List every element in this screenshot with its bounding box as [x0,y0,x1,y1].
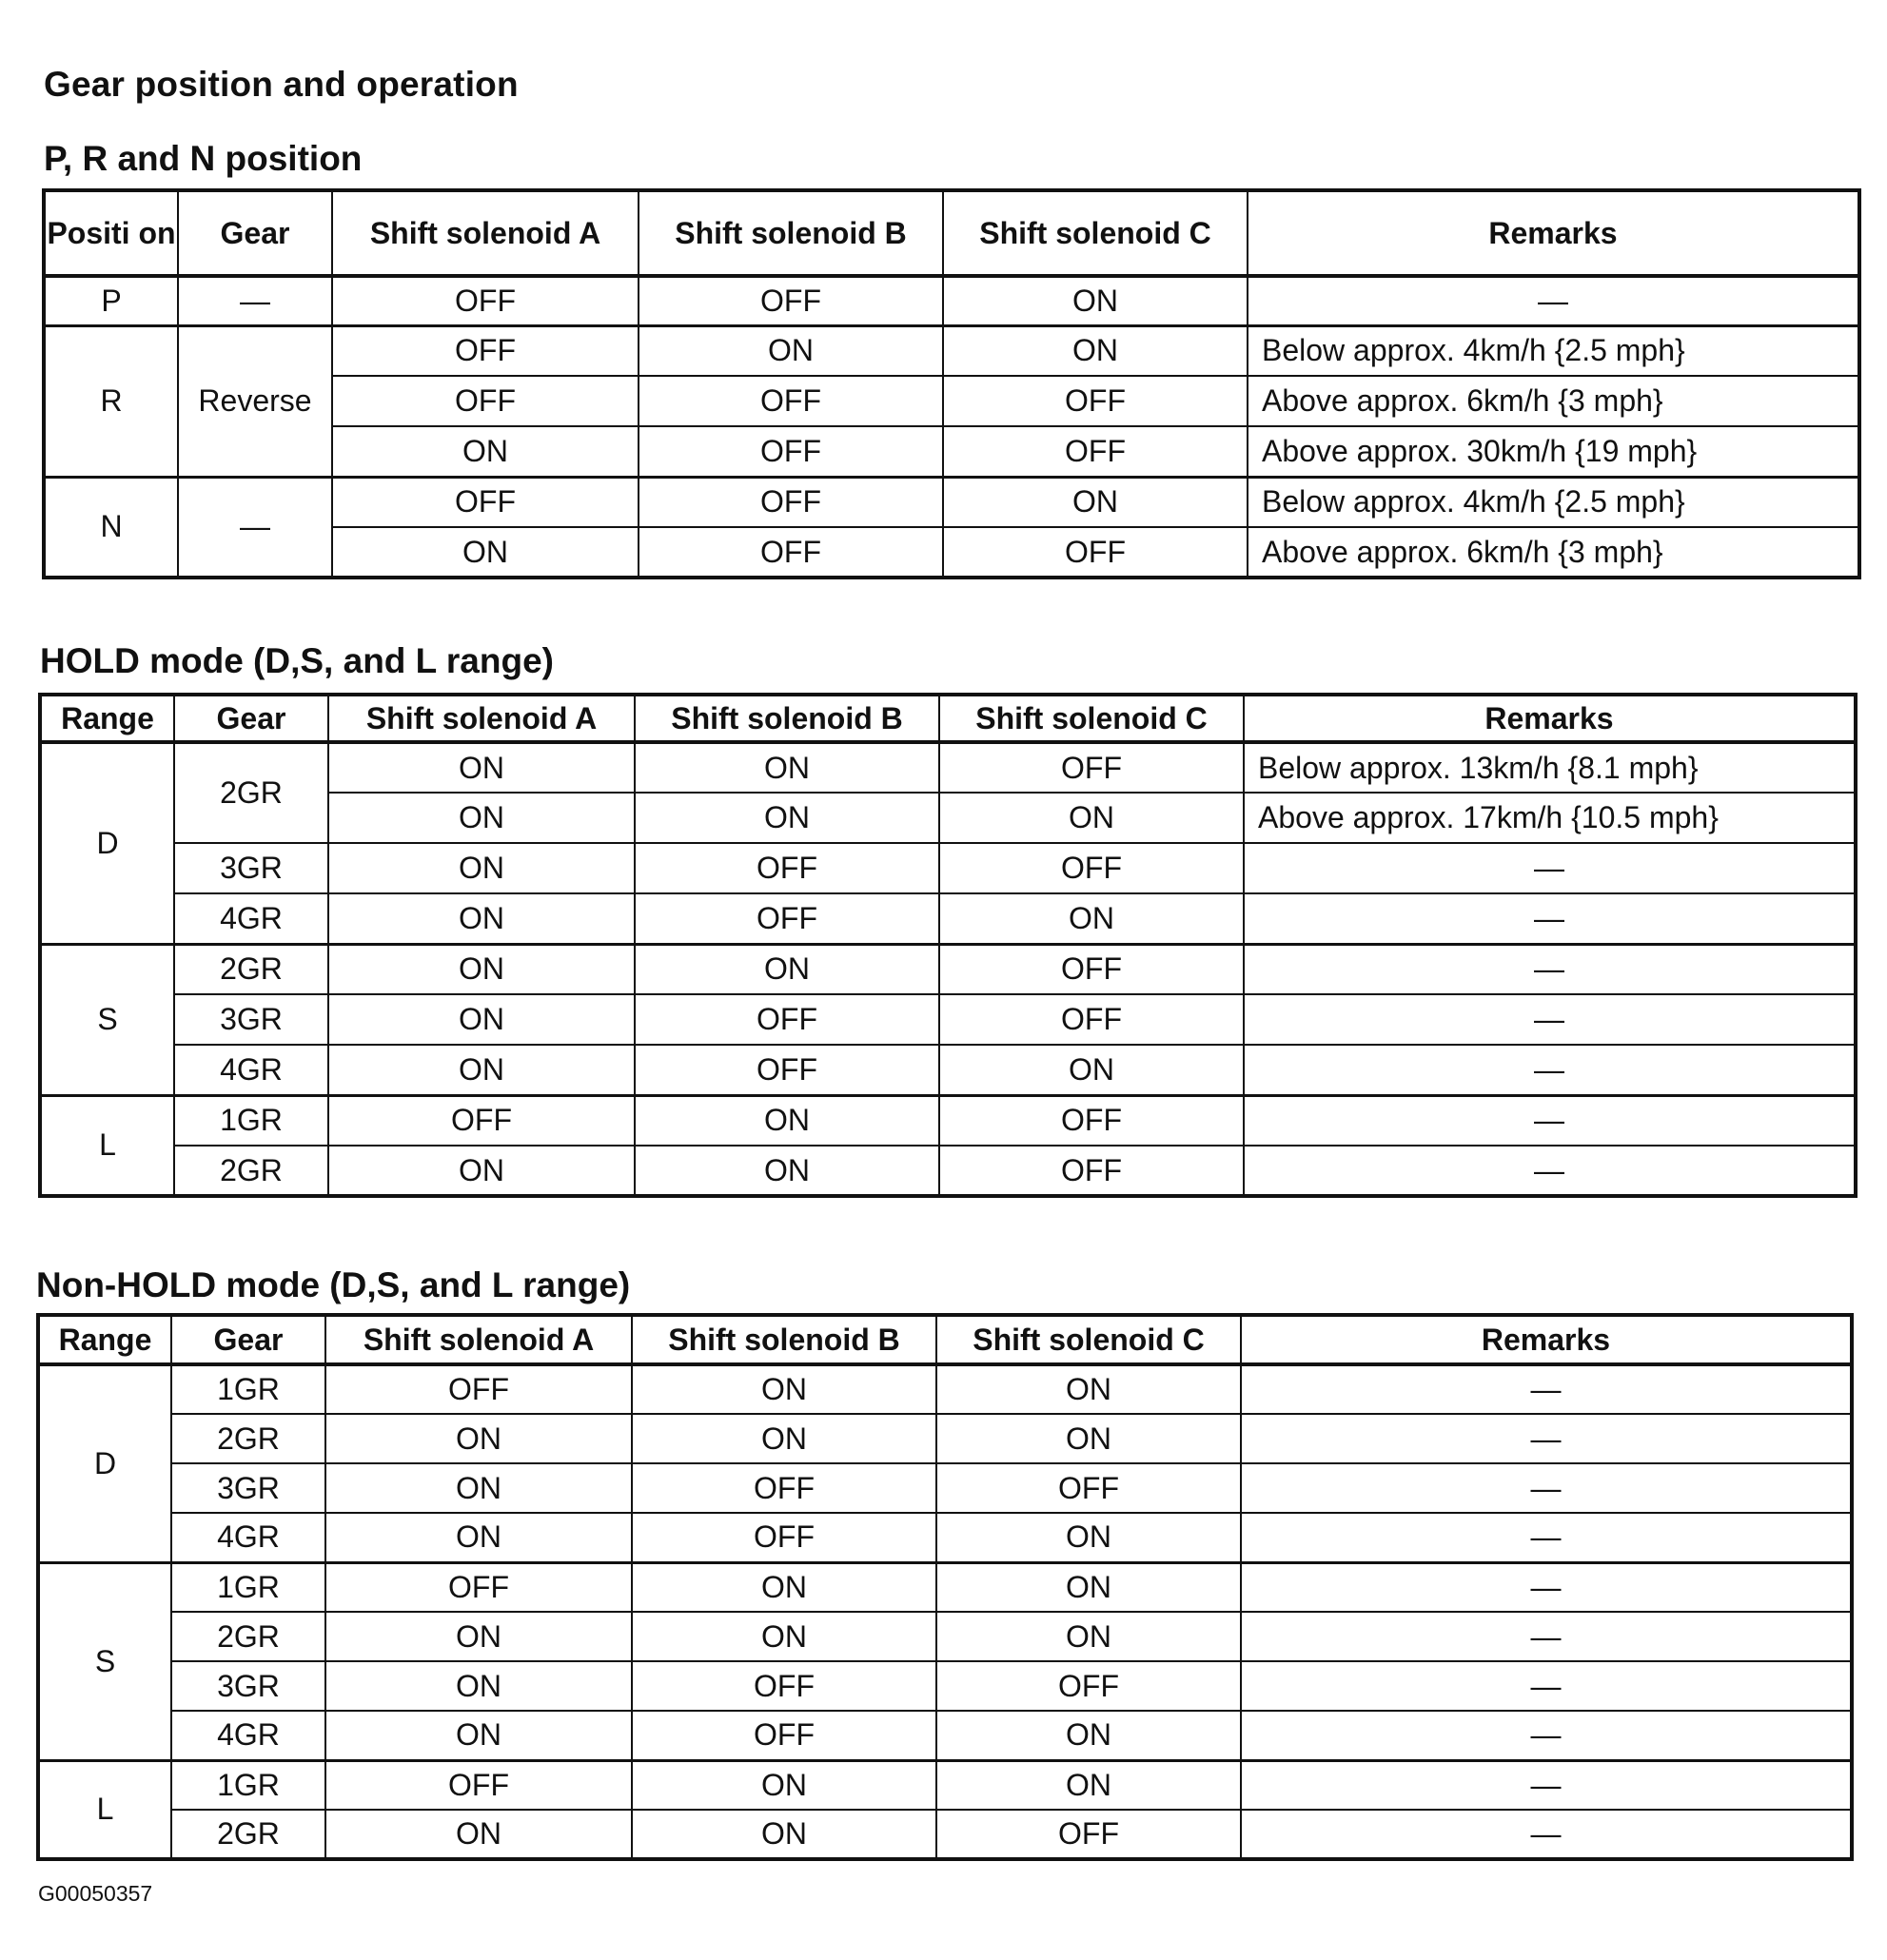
solenoid-b-cell: OFF [639,426,943,477]
range-cell: L [38,1760,171,1859]
solenoid-c-cell: OFF [939,843,1244,893]
table-row [38,1364,1852,1414]
solenoid-c-cell: ON [939,893,1244,944]
group-l [38,1760,1852,1859]
solenoid-c-cell: ON [936,1760,1241,1810]
table2-title: HOLD mode (D,S, and L range) [40,641,554,680]
solenoid-b-cell: ON [639,325,943,376]
solenoid-a-cell: OFF [332,325,639,376]
table-row [44,477,1859,527]
solenoid-b-cell: ON [632,1364,936,1414]
table3-title: Non-HOLD mode (D,S, and L range) [36,1265,631,1304]
remarks-cell: — [1241,1760,1852,1810]
position-cell: R [44,325,178,477]
remarks-cell: — [1241,1711,1852,1760]
table-row [40,843,1856,893]
solenoid-b-cell: ON [632,1810,936,1859]
gear-cell: 3GR [174,843,328,893]
remarks-cell: — [1241,1364,1852,1414]
solenoid-b-cell: ON [635,1095,939,1146]
solenoid-c-cell: OFF [936,1661,1241,1711]
gear-cell: 2GR [171,1810,325,1859]
solenoid-b-cell: ON [632,1612,936,1661]
gear-cell: — [178,477,332,578]
gear-cell: — [178,276,332,325]
solenoid-a-cell: ON [325,1513,632,1562]
col-header-solenoid-a: Shift solenoid A [332,190,639,276]
table-row [38,1414,1852,1463]
gear-cell: 3GR [171,1463,325,1513]
solenoid-b-cell: OFF [635,843,939,893]
solenoid-b-cell: OFF [632,1513,936,1562]
solenoid-a-cell: ON [325,1612,632,1661]
solenoid-a-cell: ON [332,426,639,477]
table-non-hold-mode [36,1313,1854,1861]
table-row [40,1045,1856,1095]
col-header-gear: Gear [178,190,332,276]
remarks-cell: — [1241,1612,1852,1661]
gear-cell: 1GR [171,1562,325,1612]
solenoid-c-cell: ON [943,477,1248,527]
figure-id: G00050357 [38,1881,153,1906]
solenoid-c-cell: OFF [936,1810,1241,1859]
page-title: Gear position and operation [44,65,519,104]
remarks-cell: — [1244,1146,1856,1196]
solenoid-a-cell: ON [325,1711,632,1760]
col-header-remarks: Remarks [1248,190,1859,276]
col-header-gear: Gear [174,695,328,742]
remarks-cell: — [1244,893,1856,944]
remarks-cell: — [1248,276,1859,325]
solenoid-c-cell: OFF [943,527,1248,578]
solenoid-a-cell: ON [328,994,635,1045]
gear-cell: 2GR [171,1612,325,1661]
remarks-cell: — [1241,1463,1852,1513]
table-row [38,1612,1852,1661]
solenoid-c-cell: ON [936,1513,1241,1562]
table-row [40,893,1856,944]
group-d [40,742,1856,944]
gear-cell: 2GR [174,1146,328,1196]
range-cell: S [38,1562,171,1760]
solenoid-b-cell: OFF [639,376,943,426]
range-cell: L [40,1095,174,1196]
col-header-solenoid-a: Shift solenoid A [325,1315,632,1364]
solenoid-b-cell: ON [632,1414,936,1463]
solenoid-b-cell: OFF [639,527,943,578]
solenoid-b-cell: OFF [632,1711,936,1760]
table-row [38,1513,1852,1562]
solenoid-c-cell: ON [943,276,1248,325]
col-header-remarks: Remarks [1241,1315,1852,1364]
group-s [38,1562,1852,1760]
solenoid-c-cell: OFF [943,376,1248,426]
table-row [38,1661,1852,1711]
group-n [44,477,1859,578]
table-row [44,325,1859,376]
solenoid-a-cell: OFF [325,1562,632,1612]
solenoid-b-cell: OFF [635,1045,939,1095]
table-row [40,1146,1856,1196]
solenoid-b-cell: OFF [635,994,939,1045]
gear-cell: 2GR [174,944,328,994]
solenoid-a-cell: ON [325,1414,632,1463]
group-r [44,325,1859,477]
solenoid-c-cell: ON [936,1711,1241,1760]
solenoid-a-cell: ON [325,1463,632,1513]
group-d [38,1364,1852,1562]
gear-cell: 3GR [174,994,328,1045]
solenoid-a-cell: ON [328,893,635,944]
solenoid-b-cell: OFF [635,893,939,944]
group-l [40,1095,1856,1196]
solenoid-a-cell: ON [328,742,635,793]
remarks-cell: — [1244,944,1856,994]
solenoid-b-cell: ON [635,793,939,843]
solenoid-c-cell: ON [936,1612,1241,1661]
solenoid-b-cell: OFF [639,477,943,527]
gear-cell: 1GR [171,1364,325,1414]
solenoid-c-cell: ON [936,1414,1241,1463]
col-header-solenoid-b: Shift solenoid B [635,695,939,742]
range-cell: D [40,742,174,944]
solenoid-b-cell: ON [635,742,939,793]
remarks-cell: — [1244,1045,1856,1095]
col-header-remarks: Remarks [1244,695,1856,742]
col-header-gear: Gear [171,1315,325,1364]
table-row [40,994,1856,1045]
remarks-cell: — [1241,1414,1852,1463]
col-header-solenoid-c: Shift solenoid C [943,190,1248,276]
solenoid-c-cell: OFF [943,426,1248,477]
remarks-cell: — [1241,1513,1852,1562]
solenoid-b-cell: OFF [632,1661,936,1711]
gear-cell: 4GR [171,1711,325,1760]
remarks-cell: Above approx. 6km/h {3 mph} [1248,376,1859,426]
solenoid-a-cell: OFF [332,276,639,325]
table-row [38,1711,1852,1760]
solenoid-a-cell: ON [328,793,635,843]
solenoid-b-cell: OFF [639,276,943,325]
gear-cell: 2GR [171,1414,325,1463]
solenoid-a-cell: ON [328,944,635,994]
table-p-r-n-position [42,188,1861,579]
table-row [38,1562,1852,1612]
range-cell: D [38,1364,171,1562]
gear-cell: 1GR [174,1095,328,1146]
solenoid-b-cell: ON [635,944,939,994]
solenoid-b-cell: ON [632,1760,936,1810]
solenoid-c-cell: ON [939,793,1244,843]
col-header-solenoid-b: Shift solenoid B [632,1315,936,1364]
solenoid-a-cell: ON [325,1810,632,1859]
table-hold-mode [38,693,1858,1198]
gear-cell: Reverse [178,325,332,477]
remarks-cell: Below approx. 4km/h {2.5 mph} [1248,477,1859,527]
table-row [38,1463,1852,1513]
table-row [40,742,1856,793]
remarks-cell: Below approx. 4km/h {2.5 mph} [1248,325,1859,376]
solenoid-a-cell: OFF [332,477,639,527]
gear-cell: 4GR [174,893,328,944]
solenoid-c-cell: OFF [939,994,1244,1045]
col-header-range: Range [40,695,174,742]
table-row [40,944,1856,994]
gear-cell: 4GR [174,1045,328,1095]
solenoid-a-cell: ON [325,1661,632,1711]
remarks-cell: Above approx. 17km/h {10.5 mph} [1244,793,1856,843]
remarks-cell: — [1241,1810,1852,1859]
group-s [40,944,1856,1095]
remarks-cell: Below approx. 13km/h {8.1 mph} [1244,742,1856,793]
solenoid-a-cell: ON [328,843,635,893]
remarks-cell: — [1241,1661,1852,1711]
solenoid-a-cell: ON [328,1045,635,1095]
col-header-position: Positi on [44,190,178,276]
solenoid-a-cell: OFF [325,1760,632,1810]
col-header-solenoid-c: Shift solenoid C [936,1315,1241,1364]
solenoid-b-cell: ON [632,1562,936,1612]
range-cell: S [40,944,174,1095]
solenoid-c-cell: OFF [939,742,1244,793]
remarks-cell: Above approx. 6km/h {3 mph} [1248,527,1859,578]
table1-title: P, R and N position [44,139,363,178]
gear-cell: 1GR [171,1760,325,1810]
solenoid-c-cell: OFF [936,1463,1241,1513]
remarks-cell: — [1244,843,1856,893]
remarks-cell: — [1244,994,1856,1045]
gear-cell: 3GR [171,1661,325,1711]
solenoid-a-cell: OFF [328,1095,635,1146]
solenoid-c-cell: ON [936,1562,1241,1612]
solenoid-c-cell: OFF [939,1146,1244,1196]
solenoid-a-cell: OFF [325,1364,632,1414]
gear-cell: 2GR [174,742,328,843]
gear-cell: 4GR [171,1513,325,1562]
col-header-range: Range [38,1315,171,1364]
table-row [40,1095,1856,1146]
solenoid-c-cell: ON [943,325,1248,376]
col-header-solenoid-c: Shift solenoid C [939,695,1244,742]
solenoid-b-cell: OFF [632,1463,936,1513]
solenoid-b-cell: ON [635,1146,939,1196]
solenoid-c-cell: OFF [939,1095,1244,1146]
table-row [38,1810,1852,1859]
remarks-cell: — [1244,1095,1856,1146]
table-row [38,1760,1852,1810]
remarks-cell: Above approx. 30km/h {19 mph} [1248,426,1859,477]
solenoid-c-cell: ON [939,1045,1244,1095]
solenoid-a-cell: OFF [332,376,639,426]
table-row [44,276,1859,325]
remarks-cell: — [1241,1562,1852,1612]
solenoid-a-cell: ON [328,1146,635,1196]
col-header-solenoid-b: Shift solenoid B [639,190,943,276]
position-cell: P [44,276,178,325]
group-p [44,276,1859,325]
position-cell: N [44,477,178,578]
col-header-solenoid-a: Shift solenoid A [328,695,635,742]
solenoid-c-cell: OFF [939,944,1244,994]
solenoid-c-cell: ON [936,1364,1241,1414]
solenoid-a-cell: ON [332,527,639,578]
